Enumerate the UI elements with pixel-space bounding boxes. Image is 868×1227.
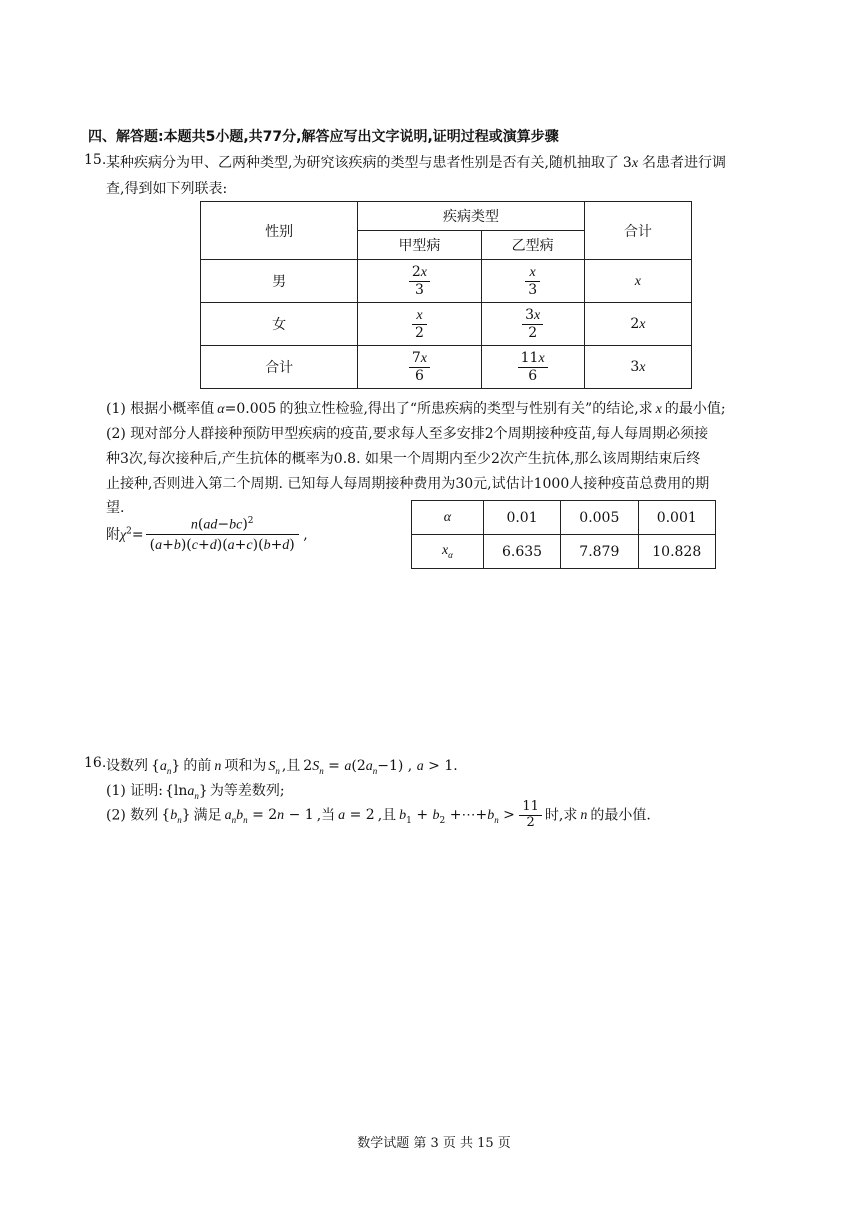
chi-square-formula: 附$\chi^2=$ $\frac{n(ad-bc)^2}{(a+b)(c+d)(a+c)(b+d)}$ , (106, 516, 308, 553)
cell-female-b: $\frac{3x}{2}$ (481, 303, 584, 346)
cell-male-total: x (584, 260, 691, 303)
q15-part2-line2: 种3次,每次接种后,产生抗体的概率为0.8. 如果一个周期内至少2次产生抗体,那么该周期结束后终 (106, 451, 701, 467)
x-alpha-label: $x_\alpha$ (412, 535, 484, 569)
row-male-label: 男 (201, 260, 358, 303)
q16-part1-text-a: (1) 证明: (106, 783, 163, 799)
x-alpha-value: 6.635 (483, 535, 560, 569)
q15-intro-line2: 查,得到如下列联表: (106, 181, 228, 197)
q16-part2-text-a: (2) 数列 (106, 807, 159, 824)
alpha-value: 0.01 (483, 501, 560, 535)
q15-part1-text-b: 的独立性检验,得出了“所患疾病的类型与性别有关”的结论,求 (279, 401, 653, 417)
q15-part1-text-a: (1) 根据小概率值 (106, 401, 215, 417)
header-total: 合计 (584, 202, 691, 260)
q16-line1: 设数列 $\{a_n\}$ 的前 n 项和为 $S_n$ ,且 $2S_n = a(2a_n-1)$ , a > 1. (106, 758, 458, 776)
q15-intro-text-a: 某种疾病分为甲、乙两种类型,为研究该疾病的类型与患者性别是否有关,随机抽取了 (106, 155, 619, 171)
q15-part2-line4: 望. (106, 500, 125, 516)
page-footer: 数学试题 第 3 页 共 15 页 (357, 1136, 511, 1151)
cell-grand-total: 3x (584, 346, 691, 389)
cell-male-a: $\frac{2x}{3}$ (358, 260, 481, 303)
q16-text-d: ,且 (281, 758, 301, 774)
q16-part2: (2) 数列 $\{b_n\}$ 满足 $a_nb_n = 2n - 1$ ,当 a = 2 ,且 $b_1 + b_2$ $+\cdots+b_n$ > $\frac{11}{2}$ 时,求 n 的最小值. (106, 799, 651, 830)
cell-total-a: $\frac{7x}{6}$ (358, 346, 481, 389)
cell-female-a: $\frac{x}{2}$ (358, 303, 481, 346)
q15-part1-text-c: 的最小值; (664, 401, 726, 417)
q16-part2-text-b: 满足 (193, 807, 222, 824)
q15-part2-line3: 止接种,否则进入第二个周期. 已知每人每周期接种费用为30元,试估计1000人接种疫苗总费用的期 (106, 476, 710, 492)
q16-part2-text-d: ,且 (377, 807, 397, 824)
cell-male-b: $\frac{x}{3}$ (481, 260, 584, 303)
alpha-value: 0.005 (561, 501, 638, 535)
cell-total-b: $\frac{11x}{6}$ (481, 346, 584, 389)
q16-part2-text-f: 的最小值. (590, 807, 651, 824)
q16-text-a: 设数列 (106, 758, 148, 774)
q16-part2-text-e: 时,求 (544, 807, 578, 824)
q16-text-c: 项和为 (224, 758, 267, 774)
cell-female-total: 2x (584, 303, 691, 346)
q16-part1-text-b: 为等差数列; (209, 783, 285, 799)
alpha-label: α (412, 501, 484, 535)
critical-value-table (411, 500, 716, 569)
section-header: 四、解答题:本题共5小题,共77分,解答应写出文字说明,证明过程或演算步骤 (88, 129, 559, 145)
q16-part1: (1) 证明: {lna$_n$} 为等差数列; (106, 783, 285, 801)
row-female-label: 女 (201, 303, 358, 346)
header-disease-type: 疾病类型 (358, 202, 584, 231)
header-gender: 性别 (201, 202, 358, 260)
header-type-b: 乙型病 (481, 231, 584, 260)
q16-text-b: 的前 (183, 758, 212, 774)
x-alpha-value: 7.879 (561, 535, 638, 569)
q15-intro-text-b: 名患者进行调 (642, 155, 727, 171)
formula-prefix: 附 (106, 526, 120, 543)
q15-intro-line1: 某种疾病分为甲、乙两种类型,为研究该疾病的类型与患者性别是否有关,随机抽取了 3x 名患者进行调 (106, 155, 727, 171)
x-alpha-value: 10.828 (638, 535, 716, 569)
alpha-value: 0.001 (638, 501, 716, 535)
row-total-label: 合计 (201, 346, 358, 389)
contingency-table (200, 201, 692, 389)
q16-part2-text-c: ,当 (316, 807, 336, 824)
q16-number: 16. (84, 755, 107, 771)
header-type-a: 甲型病 (358, 231, 481, 260)
q15-part2-line1: (2) 现对部分人群接种预防甲型疾病的疫苗,要求每人至多安排2个周期接种疫苗,每人每周期必须接 (106, 426, 709, 442)
q15-number: 15. (84, 152, 107, 168)
q15-part1: (1) 根据小概率值 α=0.005 的独立性检验,得出了“所患疾病的类型与性别有关”的结论,求 x 的最小值; (106, 401, 726, 417)
